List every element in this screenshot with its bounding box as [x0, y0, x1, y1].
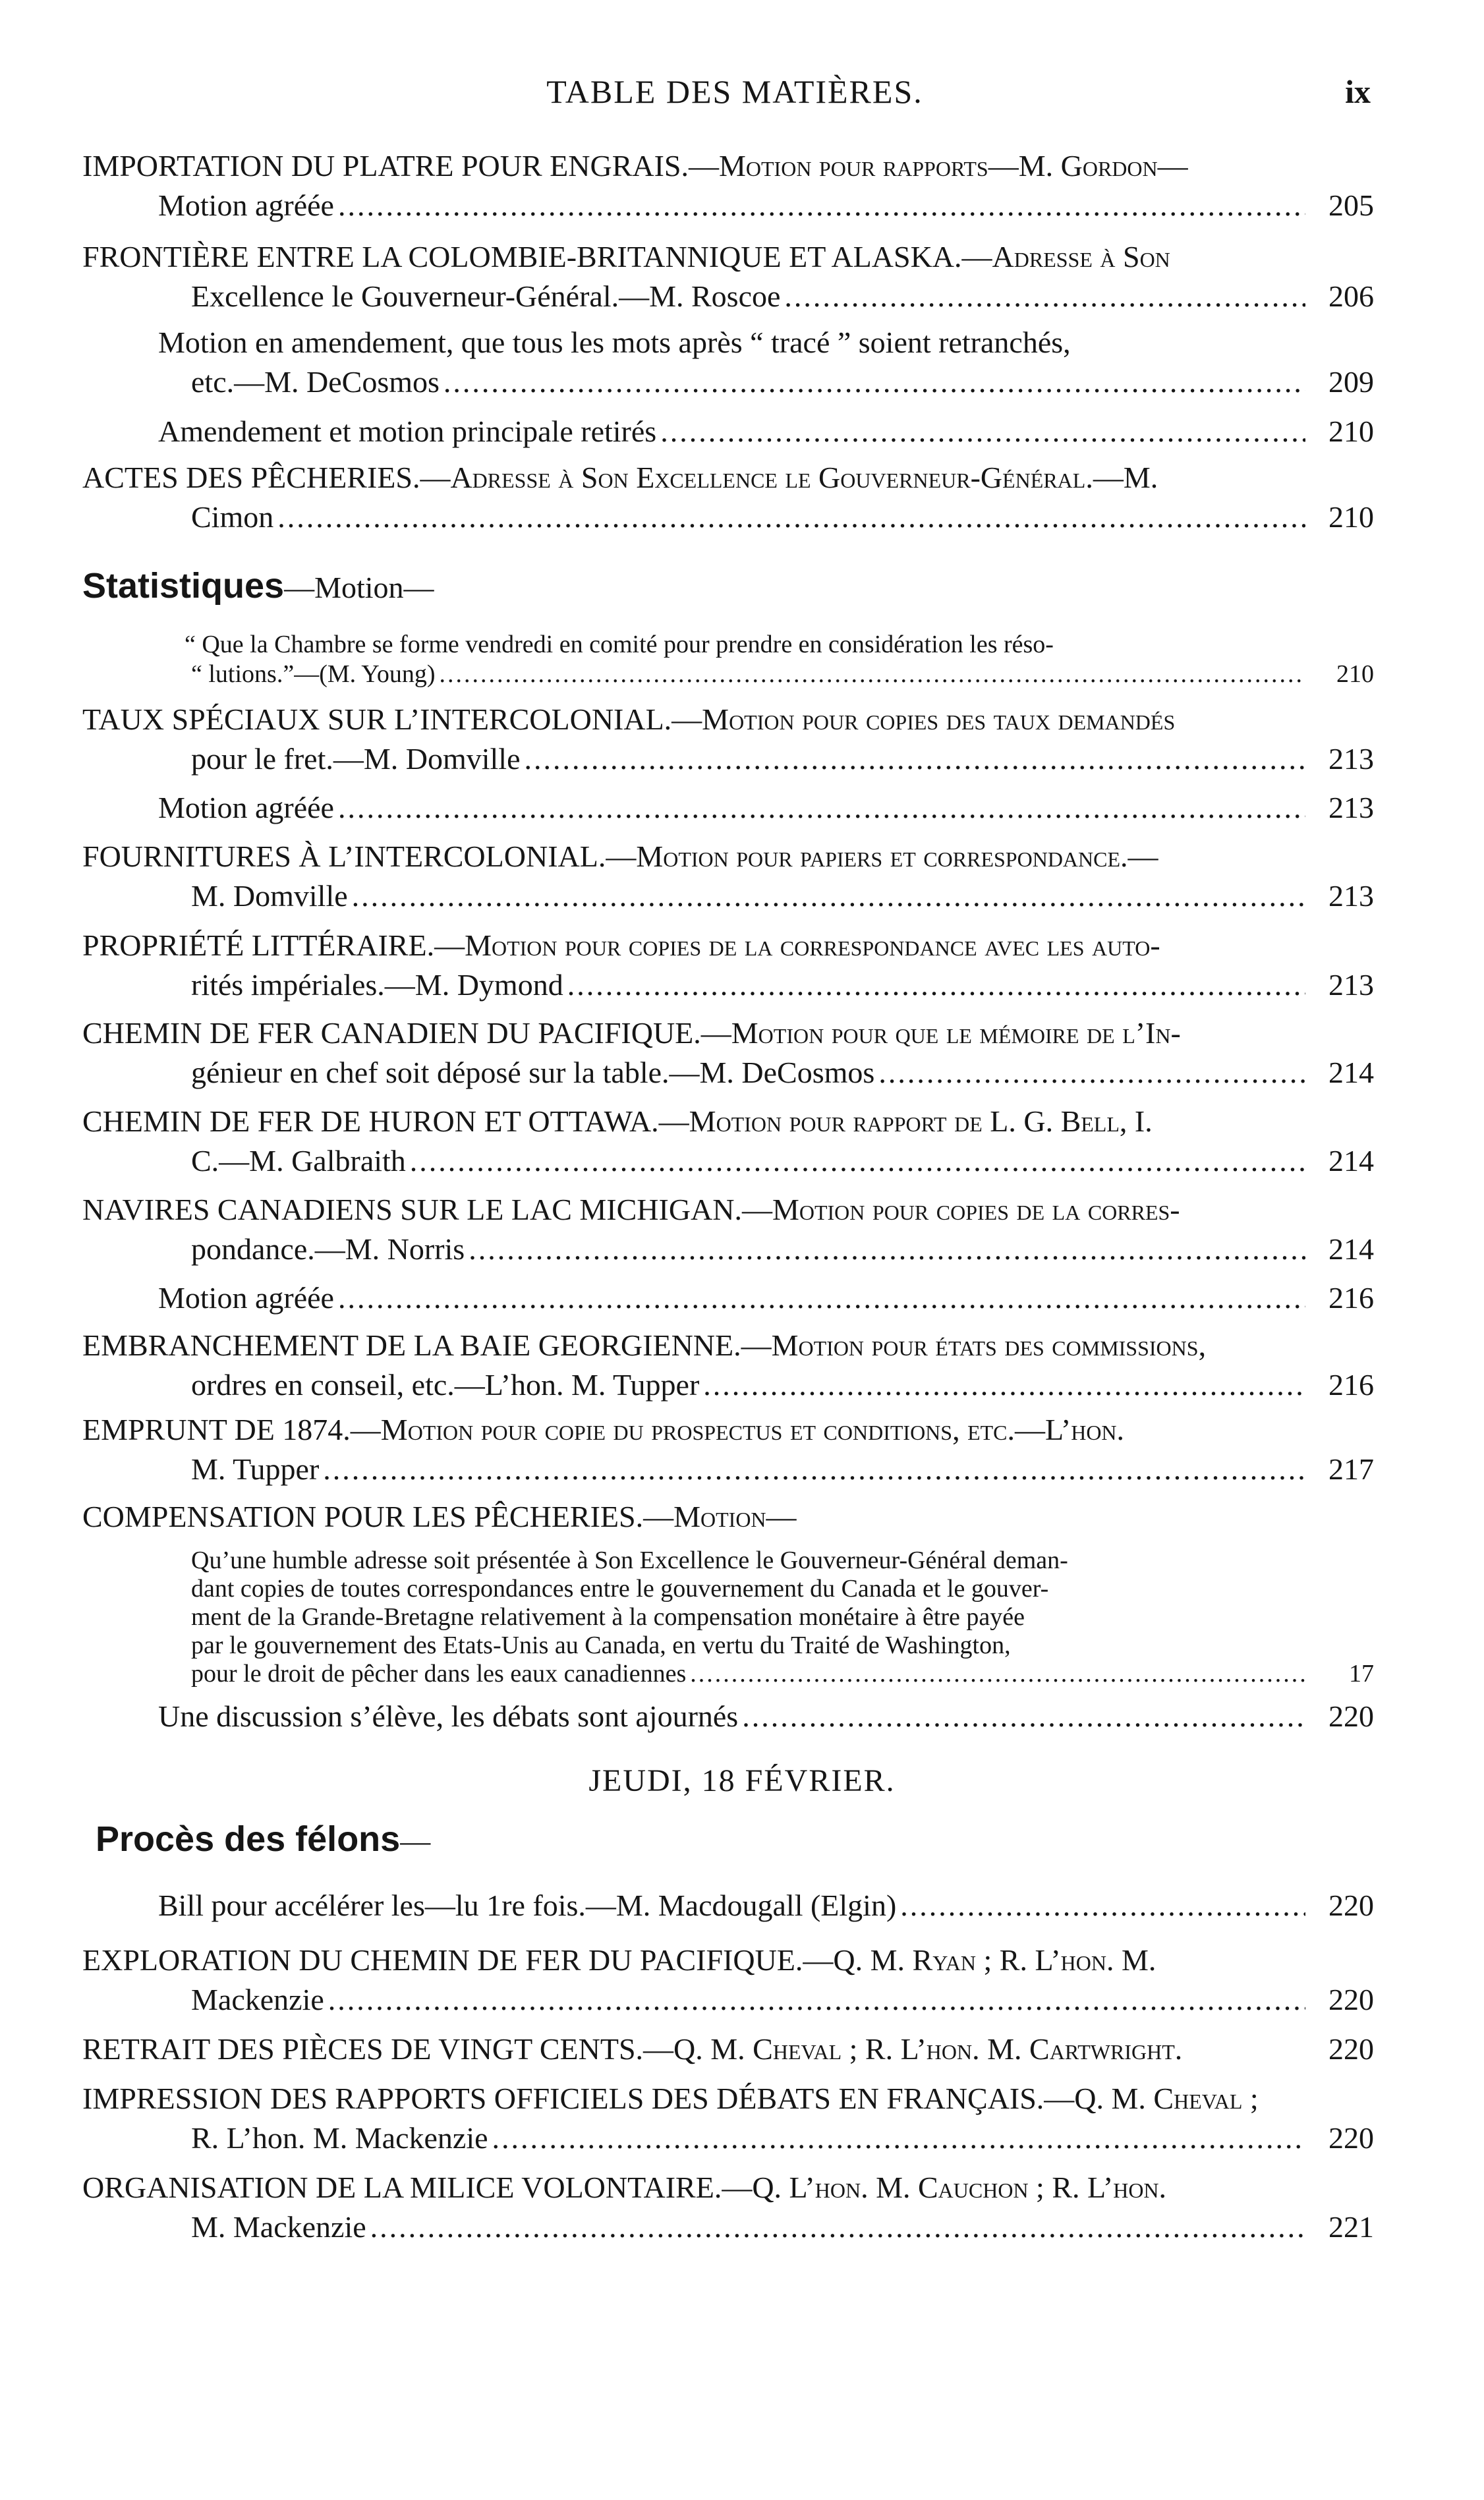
page-ref: 17: [1349, 1660, 1374, 1688]
day-heading: JEUDI, 18 FÉVRIER.: [588, 1763, 896, 1798]
entry-row: Excellence le Gouverneur-Général.—M. Roscoe ..... 206: [191, 277, 1374, 316]
entry-row: Cimon ..... 210: [191, 497, 1374, 537]
entry-line: FRONTIÈRE ENTRE LA COLOMBIE-BRITANNIQUE ET ALASKA.—Adresse à Son: [82, 240, 1170, 273]
page-ref: 209: [1328, 365, 1374, 399]
entry-line: CHEMIN DE FER DE HURON ET OTTAWA.—Motion pour rapport de L. G. Bell, I.: [82, 1104, 1153, 1138]
entry-row: C.—M. Galbraith ..... 214: [191, 1141, 1374, 1181]
entry-row: RETRAIT DES PIÈCES DE VINGT CENTS.—Q. M. Cheval ; R. L’hon. M. Cartwright. 220: [82, 2030, 1374, 2069]
entry-row: Une discussion s’élève, les débats sont ajournés ..... 220: [158, 1697, 1374, 1736]
entry-row: Amendement et motion principale retirés ..... 210: [158, 412, 1374, 451]
quote-line: “ Que la Chambre se forme vendredi en comité pour prendre en considération les réso-: [185, 631, 1054, 658]
entry-row: M. Tupper ..... 217: [191, 1450, 1374, 1489]
entry-line: TAUX SPÉCIAUX SUR L’INTERCOLONIAL.—Motion pour copies des taux demandés: [82, 702, 1176, 736]
page-ref: 216: [1328, 1281, 1374, 1315]
page-ref: 210: [1328, 414, 1374, 448]
page-ref: 220: [1328, 1699, 1374, 1733]
entry-line: IMPORTATION DU PLATRE POUR ENGRAIS.—Motion pour rapports—M. Gordon—: [82, 149, 1188, 183]
entry-row: Motion agréée ..... 216: [158, 1278, 1374, 1318]
page-header: [99, 72, 1371, 125]
entry-line: Motion en amendement, que tous les mots après “ tracé ” soient retranchés,: [158, 326, 1071, 359]
entry-line: EMBRANCHEMENT DE LA BAIE GEORGIENNE.—Motion pour états des commissions,: [82, 1328, 1207, 1362]
page-ref: 220: [1328, 1983, 1374, 2016]
page-title: TABLE DES MATIÈRES.: [546, 73, 923, 110]
page-ref: 206: [1328, 279, 1374, 313]
entry-row: Mackenzie ..... 220: [191, 1980, 1374, 2020]
page-ref: 220: [1328, 1889, 1374, 1922]
entry-row: R. L’hon. M. Mackenzie ..... 220: [191, 2118, 1374, 2158]
entry-line: NAVIRES CANADIENS SUR LE LAC MICHIGAN.—Motion pour copies de la corres-: [82, 1193, 1180, 1226]
section-heading: Statistiques—Motion—: [82, 566, 434, 606]
entry-row: M. Mackenzie ..... 221: [191, 2207, 1374, 2247]
entry-line: IMPRESSION DES RAPPORTS OFFICIELS DES DÉBATS EN FRANÇAIS.—Q. M. Cheval ;: [82, 2082, 1259, 2115]
page-ref: 210: [1336, 660, 1374, 688]
entry-row: M. Domville ..... 213: [191, 876, 1374, 916]
page-ref: 213: [1328, 968, 1374, 1002]
page-ref: 210: [1328, 500, 1374, 534]
page-ref: 221: [1328, 2210, 1374, 2244]
entry-line: EXPLORATION DU CHEMIN DE FER DU PACIFIQUE.—Q. M. Ryan ; R. L’hon. M.: [82, 1943, 1156, 1977]
page-ref: 216: [1328, 1368, 1374, 1402]
page-ref: 220: [1328, 2032, 1374, 2066]
entry-row: etc.—M. DeCosmos ..... 209: [191, 362, 1374, 402]
page-ref: 217: [1328, 1452, 1374, 1486]
quote-line: dant copies de toutes correspondances entre le gouvernement du Canada et le gouver-: [191, 1575, 1049, 1603]
entry-line: ORGANISATION DE LA MILICE VOLONTAIRE.—Q. L’hon. M. Cauchon ; R. L’hon.: [82, 2171, 1167, 2204]
quote-line: par le gouvernement des Etats-Unis au Canada, en vertu du Traité de Washington,: [191, 1632, 1011, 1659]
entry-row: ordres en conseil, etc.—L’hon. M. Tupper ..... 216: [191, 1365, 1374, 1405]
page-number: ix: [1345, 73, 1371, 110]
entry-line: PROPRIÉTÉ LITTÉRAIRE.—Motion pour copies de la correspondance avec les auto-: [82, 928, 1160, 962]
page-ref: 213: [1328, 742, 1374, 776]
page-ref: 214: [1328, 1144, 1374, 1178]
entry-row: Motion agréée ..... 213: [158, 788, 1374, 828]
entry-row: génieur en chef soit déposé sur la table.—M. DeCosmos ..... 214: [191, 1053, 1374, 1093]
page-ref: 205: [1328, 188, 1374, 222]
entry-row: pour le fret.—M. Domville ..... 213: [191, 739, 1374, 779]
quote-line: ment de la Grande-Bretagne relativement à la compensation monétaire à être payée: [191, 1603, 1025, 1631]
entry-row: Bill pour accélérer les—lu 1re fois.—M. Macdougall (Elgin) ..... 220: [158, 1886, 1374, 1925]
quote-line: Qu’une humble adresse soit présentée à Son Excellence le Gouverneur-Général deman-: [191, 1547, 1068, 1574]
entry-line: ACTES DES PÊCHERIES.—Adresse à Son Excellence le Gouverneur-Général.—M.: [82, 461, 1158, 494]
entry-line: FOURNITURES À L’INTERCOLONIAL.—Motion pour papiers et correspondance.—: [82, 839, 1158, 873]
entry-row: Motion agréée ..... 205: [158, 186, 1374, 225]
entry-line: CHEMIN DE FER CANADIEN DU PACIFIQUE.—Motion pour que le mémoire de l’In-: [82, 1016, 1181, 1050]
quote-row: pour le droit de pêcher dans les eaux canadiennes ..... 17: [191, 1659, 1374, 1689]
section-heading: Procès des félons—: [96, 1819, 431, 1859]
page-ref: 214: [1328, 1232, 1374, 1266]
entry-row: rités impériales.—M. Dymond ..... 213: [191, 965, 1374, 1005]
page-ref: 213: [1328, 791, 1374, 824]
page-ref: 214: [1328, 1056, 1374, 1089]
entry-row: pondance.—M. Norris ..... 214: [191, 1230, 1374, 1269]
page-ref: 213: [1328, 879, 1374, 913]
entry-line: EMPRUNT DE 1874.—Motion pour copie du prospectus et conditions, etc.—L’hon.: [82, 1413, 1125, 1446]
quote-row: “ lutions.”—(M. Young) ..... 210: [191, 659, 1374, 689]
entry-line: COMPENSATION POUR LES PÊCHERIES.—Motion—: [82, 1500, 797, 1533]
page-ref: 220: [1328, 2121, 1374, 2155]
